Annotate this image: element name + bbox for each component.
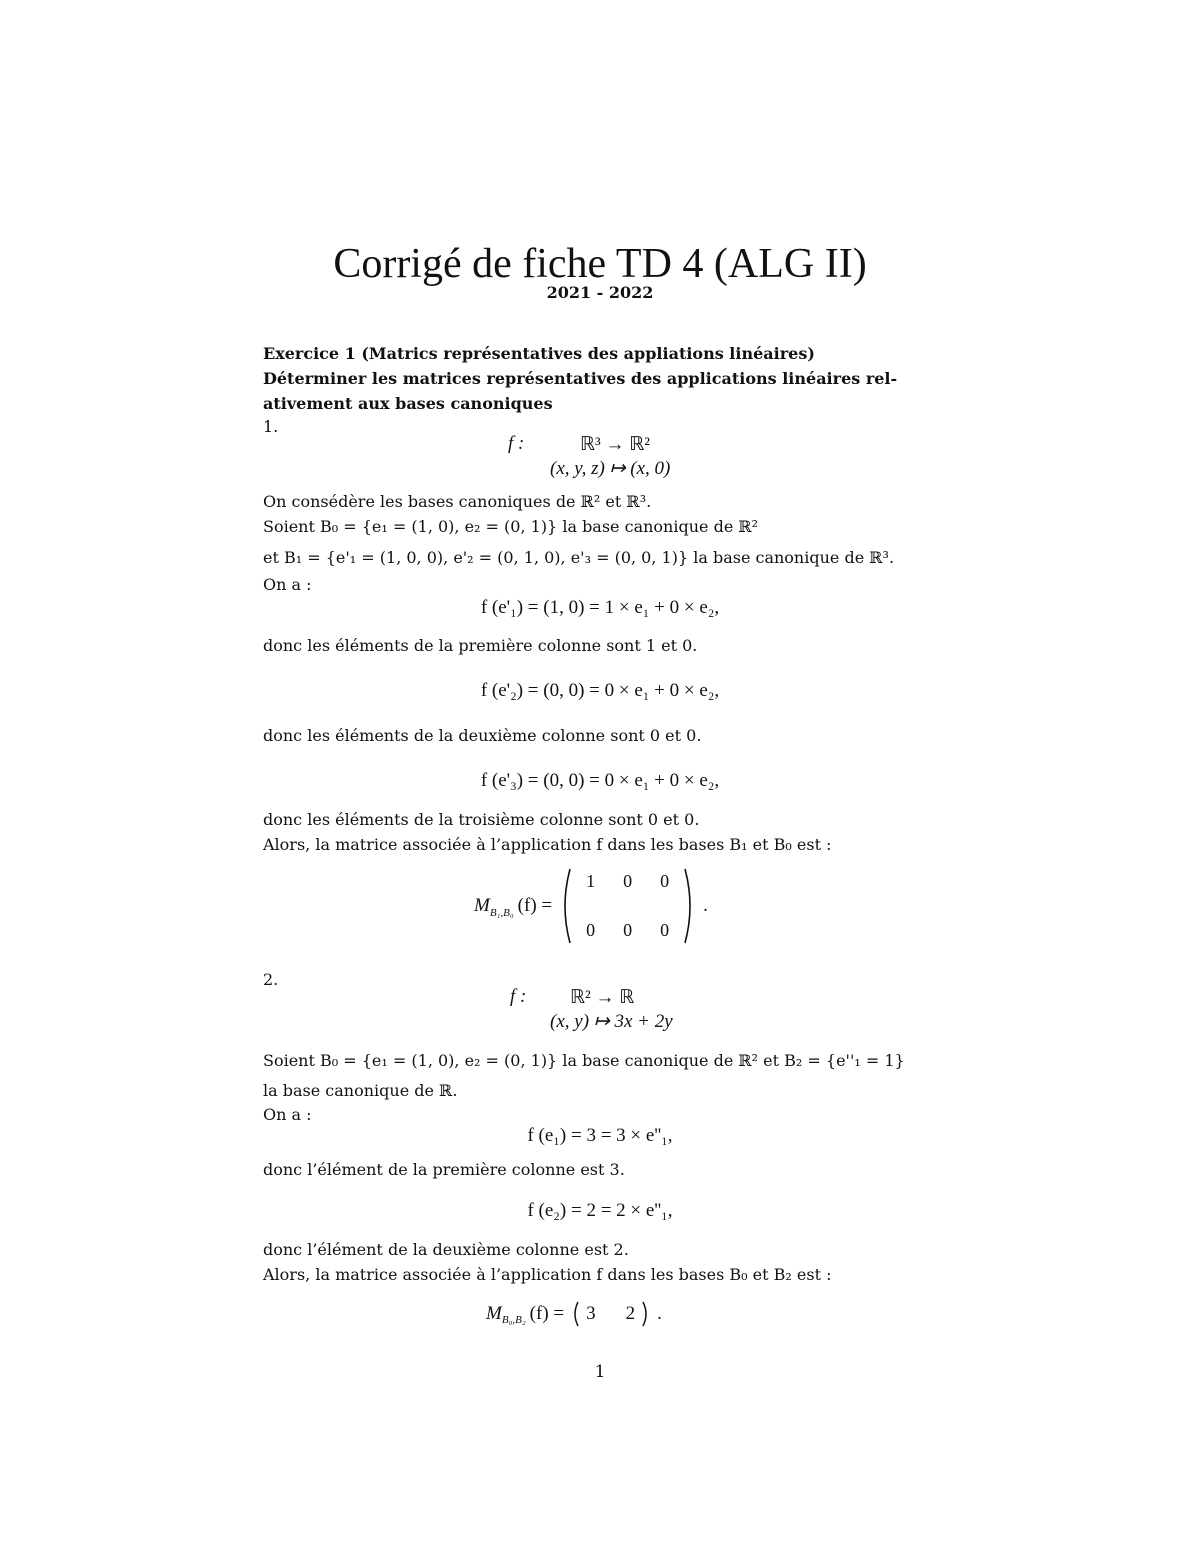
matrix-cell: 3 [586, 1303, 596, 1324]
part1-column-3-text: donc les éléments de la troisième colonne sont 0 et 0. [263, 810, 700, 829]
matrix-label: M [474, 895, 490, 916]
matrix-subscript: B₁,B₀ [489, 907, 514, 919]
matrix-cell: 0 [660, 920, 670, 940]
part1-column-1-text: donc les éléments de la première colonne sont 1 et 0. [263, 636, 698, 655]
right-paren-icon [641, 1300, 651, 1328]
matrix-argument: (f) = [529, 1303, 565, 1324]
part2-column-2-text: donc l’élément de la deuxième colonne est 2. [263, 1240, 629, 1259]
part2-map-spaces: ℝ² → ℝ [570, 987, 635, 1008]
matrix-label: M [486, 1303, 502, 1324]
matrix-cell: 1 [586, 871, 596, 891]
part1-equation-3: f (e'₃) = (0, 0) = 0 × e₁ + 0 × e₂, [480, 770, 720, 791]
matrix-argument: (f) = [517, 895, 553, 916]
part2-b2-line: la base canonique de ℝ. [263, 1081, 458, 1100]
part1-matrix-equation [474, 866, 708, 946]
matrix-cell: 2 [625, 1303, 636, 1324]
right-paren-icon [683, 867, 697, 945]
part1-map-spaces: ℝ³ → ℝ² [580, 434, 650, 455]
part2-equation-2: f (e₂) = 2 = 2 × e''₁, [527, 1200, 673, 1221]
page-number: 1 [594, 1362, 606, 1382]
part2-map-rule: (x, y) ↦ 3x + 2y [550, 1011, 673, 1032]
part2-map-name: f : [510, 986, 527, 1007]
part1-number: 1. [263, 417, 279, 436]
part1-column-2-text: donc les éléments de la deuxième colonne sont 0 et 0. [263, 726, 702, 745]
matrix-cell: 0 [586, 920, 596, 940]
matrix-row [572, 867, 683, 906]
part1-on-a: On a : [263, 575, 312, 594]
matrix-end: . [703, 895, 708, 916]
part1-b1-line: et B₁ = {e'₁ = (1, 0, 0), e'₂ = (0, 1, 0), e'₃ = (0, 0, 1)} la base canonique de ℝ³. [263, 548, 895, 567]
left-paren-icon [570, 1300, 580, 1328]
part2-number: 2. [263, 970, 279, 989]
matrix-end: . [657, 1303, 662, 1324]
part1-map-name: f : [508, 433, 525, 454]
part2-b0-line: Soient B₀ = {e₁ = (1, 0), e₂ = (0, 1)} la base canonique de ℝ² et B₂ = {e''₁ = 1} [263, 1051, 905, 1070]
exercise-instruction-2: ativement aux bases canoniques [263, 394, 553, 413]
left-paren-icon [558, 867, 572, 945]
part1-map-rule: (x, y, z) ↦ (x, 0) [550, 458, 671, 479]
matrix-row [572, 906, 683, 945]
exercise-instruction-1: Déterminer les matrices représentatives des applications linéaires rel- [263, 369, 898, 388]
part1-equation-2: f (e'₂) = (0, 0) = 0 × e₁ + 0 × e₂, [480, 680, 720, 701]
part1-equation-1: f (e'₁) = (1, 0) = 1 × e₁ + 0 × e₂, [480, 597, 720, 618]
matrix-cell: 0 [660, 871, 670, 891]
document-title: Corrigé de fiche TD 4 (ALG II) [333, 241, 867, 287]
part1-bases-line: On consédère les bases canoniques de ℝ² et ℝ³. [263, 492, 652, 511]
part2-matrix-equation [486, 1298, 662, 1330]
matrix-cell: 0 [623, 920, 633, 940]
part2-conclusion: Alors, la matrice associée à l’application f dans les bases B₀ et B₂ est : [263, 1265, 832, 1284]
part1-b0-line: Soient B₀ = {e₁ = (1, 0), e₂ = (0, 1)} la base canonique de ℝ² [263, 517, 759, 536]
part1-conclusion: Alors, la matrice associée à l’application f dans les bases B₁ et B₀ est : [263, 835, 832, 854]
part2-column-1-text: donc l’élément de la première colonne est 3. [263, 1160, 625, 1179]
matrix-subscript: B₀,B₂ [501, 1314, 526, 1326]
part2-equation-1: f (e₁) = 3 = 3 × e''₁, [527, 1125, 673, 1146]
academic-year: 2021 - 2022 [546, 283, 654, 302]
part2-on-a: On a : [263, 1105, 312, 1124]
part1-matrix [572, 867, 683, 945]
matrix-cell: 0 [623, 871, 633, 891]
exercise-heading: Exercice 1 (Matrics représentatives des appliations linéaires) [263, 344, 815, 363]
